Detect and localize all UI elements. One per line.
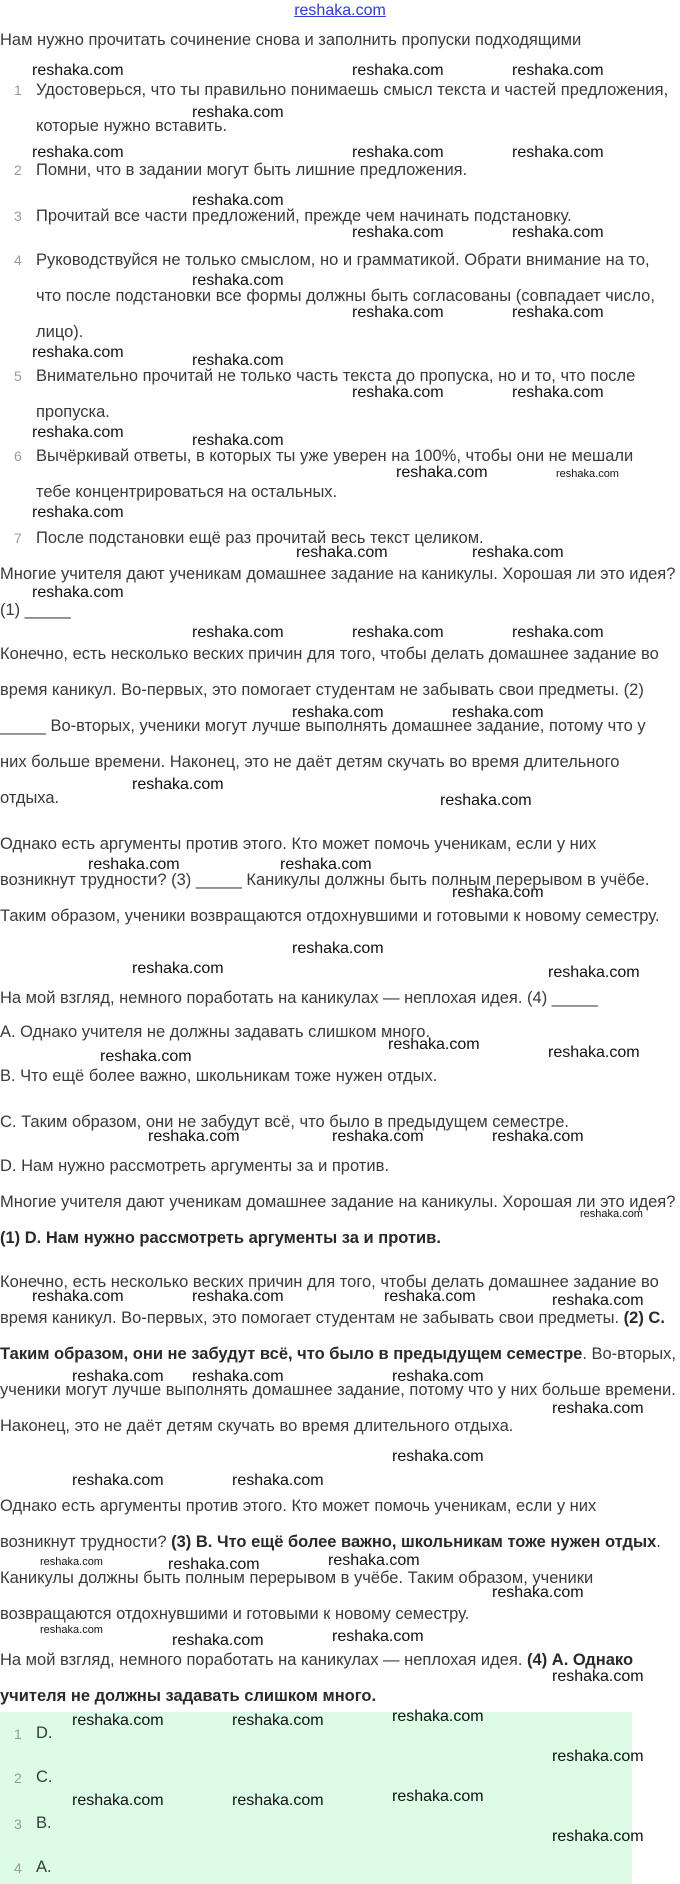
tip-number: 4: [14, 252, 22, 268]
watermark: reshaka.com: [512, 304, 604, 321]
watermark: reshaka.com: [192, 624, 284, 641]
answer-value: D.: [36, 1724, 53, 1742]
watermark: reshaka.com: [352, 224, 444, 241]
filled-text: Однако есть аргументы против этого. Кто может помочь ученикам, если у них возникнут трудности?: [0, 1497, 597, 1551]
watermark: reshaka.com: [72, 1472, 164, 1489]
answer-number: 1: [14, 1726, 22, 1742]
watermark: reshaka.com: [40, 1624, 103, 1636]
option-c: C. Таким образом, они не забудут всё, что было в предыдущем семестре.: [0, 1113, 569, 1131]
watermark: reshaka.com: [148, 1128, 240, 1145]
tip-number: 5: [14, 368, 22, 384]
watermark: reshaka.com: [172, 1632, 264, 1649]
watermark: reshaka.com: [192, 352, 284, 369]
watermark: reshaka.com: [132, 960, 224, 977]
watermark: reshaka.com: [352, 304, 444, 321]
watermark: reshaka.com: [296, 544, 388, 561]
watermark: reshaka.com: [332, 1628, 424, 1645]
watermark: reshaka.com: [552, 1748, 644, 1765]
tip-text: Руководствуйся не только смыслом, но и грамматикой. Обрати внимание на то, что после подстановки все формы должны быть согласованы (совпадает число, лицо).: [36, 251, 655, 341]
watermark: reshaka.com: [388, 1036, 480, 1053]
watermark: reshaka.com: [552, 1400, 644, 1417]
watermark: reshaka.com: [328, 1552, 420, 1569]
watermark: reshaka.com: [512, 624, 604, 641]
filled-paragraph-1: [0, 1184, 676, 1256]
watermark: reshaka.com: [132, 776, 224, 793]
watermark: reshaka.com: [396, 464, 488, 481]
filled-text: Многие учителя дают ученикам домашнее задание на каникулы. Хорошая ли это идея?: [0, 1193, 676, 1211]
option-b: B. Что ещё более важно, школьникам тоже нужен отдых.: [0, 1067, 438, 1085]
watermark: reshaka.com: [292, 704, 384, 721]
answer-number: 3: [14, 1816, 22, 1832]
watermark: reshaka.com: [32, 62, 124, 79]
watermark: reshaka.com: [32, 144, 124, 161]
answer-number: 4: [14, 1860, 22, 1876]
filled-text: Конечно, есть несколько веских причин для того, чтобы делать домашнее задание во время каникул. Во-первых, это помогает студентам не забывать свои предметы.: [0, 1273, 659, 1327]
watermark: reshaka.com: [440, 792, 532, 809]
watermark: reshaka.com: [32, 584, 124, 601]
filled-answer: (2) C. Таким образом, они не забудут всё, что было в предыдущем семестре: [0, 1309, 665, 1363]
watermark: reshaka.com: [192, 272, 284, 289]
watermark: reshaka.com: [392, 1448, 484, 1465]
watermark: reshaka.com: [40, 1556, 103, 1568]
essay-paragraph-2: Конечно, есть несколько веских причин для того, чтобы делать домашнее задание во время каникул. Во-первых, это помогает студентам не забывать свои предметы. (2) _____ Во-вторых, ученики могут лучше выполнять домашнее задание, потому что у них больше времени. Наконец, это не даёт детям скучать во время длительного отдыха.: [0, 645, 659, 807]
tip-text: Удостоверься, что ты правильно понимаешь смысл текста и частей предложения, которые нужно вставить.: [36, 81, 669, 135]
option-a: A. Однако учителя не должны задавать слишком много.: [0, 1023, 431, 1041]
watermark: reshaka.com: [512, 62, 604, 79]
watermark: reshaka.com: [192, 1368, 284, 1385]
watermark: reshaka.com: [512, 224, 604, 241]
filled-answer: (1) D. Нам нужно рассмотреть аргументы за и против.: [0, 1229, 441, 1247]
watermark: reshaka.com: [452, 884, 544, 901]
watermark: reshaka.com: [352, 624, 444, 641]
watermark: reshaka.com: [292, 940, 384, 957]
tip-number: 3: [14, 208, 22, 224]
watermark: reshaka.com: [232, 1712, 324, 1729]
tip-number: 2: [14, 162, 22, 178]
watermark: reshaka.com: [32, 504, 124, 521]
answer-value: A.: [36, 1858, 52, 1876]
watermark: reshaka.com: [552, 1828, 644, 1845]
watermark: reshaka.com: [168, 1556, 260, 1573]
filled-answer: (3) B. Что ещё более важно, школьникам тоже нужен отдых: [171, 1533, 657, 1551]
watermark: reshaka.com: [192, 1288, 284, 1305]
watermark: reshaka.com: [32, 344, 124, 361]
essay-paragraph-4: На мой взгляд, немного поработать на каникулах — неплохая идея. (4) _____: [0, 989, 598, 1007]
watermark: reshaka.com: [352, 144, 444, 161]
tip-text: Прочитай все части предложений, прежде чем начинать подстановку.: [36, 207, 572, 225]
watermark: reshaka.com: [392, 1368, 484, 1385]
watermark: reshaka.com: [192, 104, 284, 121]
filled-text: На мой взгляд, немного поработать на каникулах — неплохая идея.: [0, 1651, 528, 1669]
watermark: reshaka.com: [88, 856, 180, 873]
intro-text: Нам нужно прочитать сочинение снова и заполнить пропуски подходящими: [0, 31, 582, 49]
answer-value: C.: [36, 1768, 53, 1786]
tip-text: Помни, что в задании могут быть лишние предложения.: [36, 161, 468, 179]
watermark: reshaka.com: [492, 1128, 584, 1145]
tip-text: Внимательно прочитай не только часть текста до пропуска, но и то, что после пропуска.: [36, 367, 636, 421]
watermark: reshaka.com: [392, 1788, 484, 1805]
watermark: reshaka.com: [512, 144, 604, 161]
tip-text: После подстановки ещё раз прочитай весь текст целиком.: [36, 529, 484, 547]
watermark: reshaka.com: [32, 424, 124, 441]
watermark: reshaka.com: [552, 1668, 644, 1685]
answer-number: 2: [14, 1770, 22, 1786]
watermark: reshaka.com: [72, 1792, 164, 1809]
site-title[interactable]: reshaka.com: [294, 2, 386, 19]
filled-answer: (4) A. Однако учителя не должны задавать слишком много.: [0, 1651, 634, 1705]
tip-number: 1: [14, 82, 22, 98]
watermark: reshaka.com: [352, 62, 444, 79]
watermark: reshaka.com: [548, 964, 640, 981]
watermark: reshaka.com: [280, 856, 372, 873]
watermark: reshaka.com: [192, 192, 284, 209]
watermark: reshaka.com: [512, 384, 604, 401]
filled-text: . Во-вторых, ученики могут лучше выполнять домашнее задание, потому что у них больше времени. Наконец, это не даёт детям скучать во время длительного отдыха.: [0, 1345, 676, 1435]
watermark: reshaka.com: [472, 544, 564, 561]
watermark: reshaka.com: [384, 1288, 476, 1305]
tip-number: 7: [14, 530, 22, 546]
tip-number: 6: [14, 448, 22, 464]
watermark: reshaka.com: [72, 1368, 164, 1385]
option-d: D. Нам нужно рассмотреть аргументы за и против.: [0, 1157, 389, 1175]
watermark: reshaka.com: [352, 384, 444, 401]
essay-paragraph-1: Многие учителя дают ученикам домашнее задание на каникулы. Хорошая ли это идея? (1) _____: [0, 565, 676, 619]
watermark: reshaka.com: [32, 1288, 124, 1305]
watermark: reshaka.com: [548, 1044, 640, 1061]
watermark: reshaka.com: [492, 1584, 584, 1601]
watermark: reshaka.com: [332, 1128, 424, 1145]
answer-value: B.: [36, 1814, 52, 1832]
watermark: reshaka.com: [452, 704, 544, 721]
tip-text: Вычёркивай ответы, в которых ты уже уверен на 100%, чтобы они не мешали тебе концентрироваться на остальных.: [36, 447, 634, 501]
watermark: reshaka.com: [232, 1472, 324, 1489]
watermark: reshaka.com: [552, 1292, 644, 1309]
filled-text: . Каникулы должны быть полным перерывом в учёбе. Таким образом, ученики возвращаются отдохнувшими и готовыми к новому семестру.: [0, 1533, 661, 1623]
watermark: reshaka.com: [232, 1792, 324, 1809]
watermark: reshaka.com: [392, 1708, 484, 1725]
watermark: reshaka.com: [100, 1048, 192, 1065]
essay-paragraph-3: Однако есть аргументы против этого. Кто может помочь ученикам, если у них возникнут трудности? (3) _____ Каникулы должны быть полным перерывом в учёбе. Таким образом, ученики возвращаются отдохнувшими и готовыми к новому семестру.: [0, 835, 660, 925]
watermark: reshaka.com: [580, 1208, 643, 1220]
watermark: reshaka.com: [192, 432, 284, 449]
watermark: reshaka.com: [556, 468, 619, 480]
watermark: reshaka.com: [72, 1712, 164, 1729]
